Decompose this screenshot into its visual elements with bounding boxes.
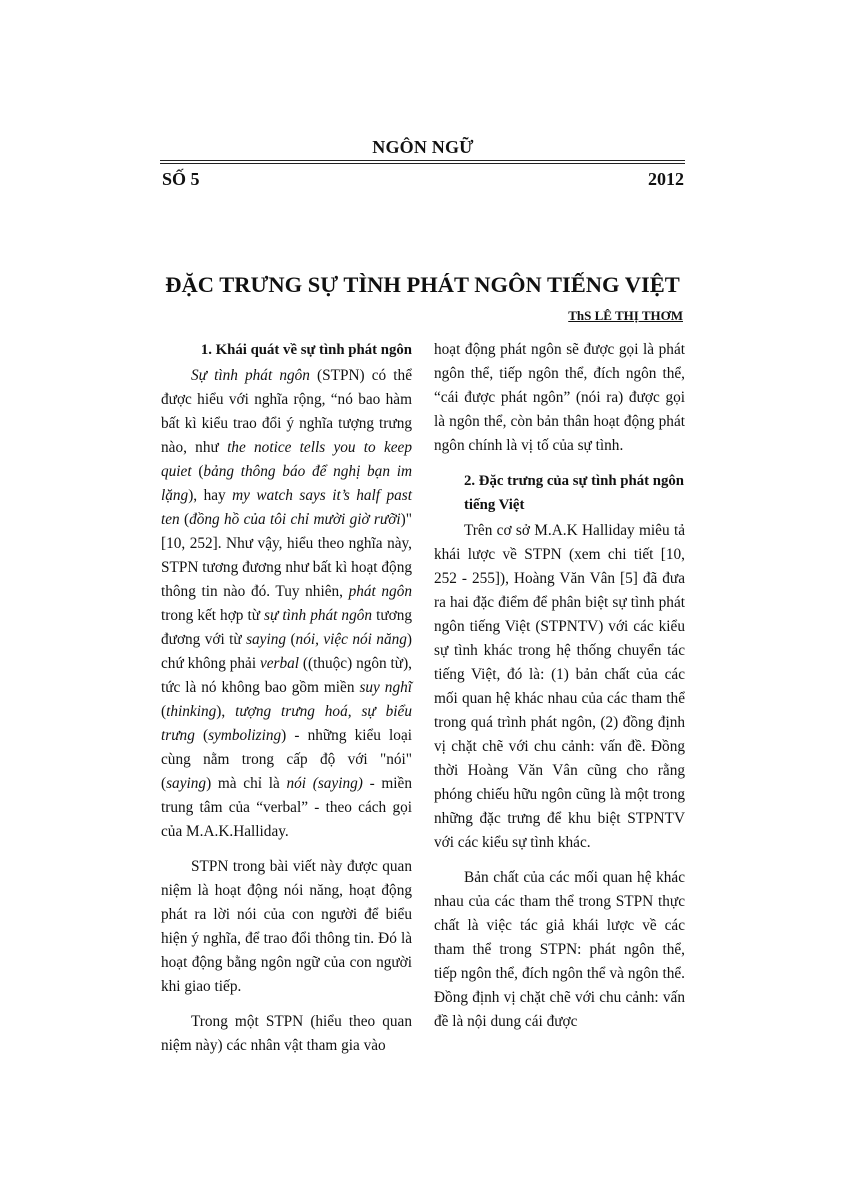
section-2-paragraph-1: Trên cơ sở M.A.K Halliday miêu tả khái lược về STPN (xem chi tiết [10, 252 - 255]), Hoàng Văn Vân [5] đã đưa ra hai đặc điểm để phân biệt sự tình phát ngôn tiếng Việt (STPNTV) với các kiểu sự tình khác trong hệ thống chuyển tác tiếng Việt, đó là: (1) bản chất của các mối quan hệ khác nhau của các tham thể trong quá trình phát ngôn, (2) đồng định vị chặt chẽ với chu cảnh: vấn đề. Đồng thời Hoàng Văn Vân cũng cho rằng phóng chiếu hữu ngôn cũng là một trong những đặc trưng để khu biệt STPNTV với các kiểu sự tình khác. xyxy=(434,522,685,851)
article-author: ThS LÊ THỊ THƠM xyxy=(568,308,683,323)
right-column xyxy=(434,338,685,1045)
section-1-paragraph-2: STPN trong bài viết này được quan niệm là hoạt động nói năng, hoạt động phát ra lời nói của con người để biểu hiện ý nghĩa, để trao đổi thông tin. Đó là hoạt động bằng ngôn ngữ của con người khi giao tiếp. xyxy=(161,858,412,995)
issue-year: 2012 xyxy=(648,169,684,189)
section-2-paragraph-2: Bản chất của các mối quan hệ khác nhau của các tham thể trong STPN thực chất là việc tác giả khái lược về các tham thể trong STPN: phát ngôn thể, tiếp ngôn thể, đích ngôn thể và ngôn thể. Đồng định vị chặt chẽ với chu cảnh: vấn đề là nội dung cái được xyxy=(434,869,685,1030)
section-1-heading: 1. Khái quát về sự tình phát ngôn xyxy=(200,342,412,358)
header-rule-top xyxy=(160,160,685,161)
section-1-paragraph-1: Sự tình phát ngôn (STPN) có thể được hiểu với nghĩa rộng, “nó bao hàm bất kì kiểu trao đổi ý nghĩa tượng trưng nào, như the notice tells you to keep quiet (bảng thông báo để nghị bạn im lặng), hay my watch says it’s half past ten (đồng hồ của tôi chỉ mười giờ rưỡi)" [10, 252]. Như vậy, hiểu theo nghĩa này, STPN tương đương như bất kì hoạt động thông tin nào đó. Tuy nhiên, phát ngôn trong kết hợp từ sự tình phát ngôn tương đương với từ saying (nói, việc nói năng) chứ không phải verbal ((thuộc) ngôn từ), tức là nó không bao gồm miền suy nghĩ (thinking), tượng trưng hoá, sự biểu trưng (symbolizing) - những kiểu loại cùng nằm trong cấp độ với "nói" (saying) mà chỉ là nói (saying) - miền trung tâm của “verbal” - theo cách gọi của M.A.K.Halliday. xyxy=(161,367,413,840)
header-rule-bottom xyxy=(160,163,685,164)
issue-number: SỐ 5 xyxy=(162,169,200,189)
section-2-heading: 2. Đặc trưng của sự tình phát ngôn tiếng Việt xyxy=(464,473,685,513)
journal-name: NGÔN NGỮ xyxy=(372,137,474,157)
section-1-paragraph-3-continued: hoạt động phát ngôn sẽ được gọi là phát ngôn thể, tiếp ngôn thể, đích ngôn thể, “cái được phát ngôn” (nói ra) được gọi là ngôn thể, còn bản thân hoạt động phát ngôn chính là vị tố của sự tình. xyxy=(434,341,685,454)
article-title: ĐẶC TRƯNG SỰ TÌNH PHÁT NGÔN TIẾNG VIỆT xyxy=(165,272,680,297)
section-1-paragraph-3: Trong một STPN (hiểu theo quan niệm này) các nhân vật tham gia vào xyxy=(161,1013,412,1054)
left-column xyxy=(161,338,412,1069)
